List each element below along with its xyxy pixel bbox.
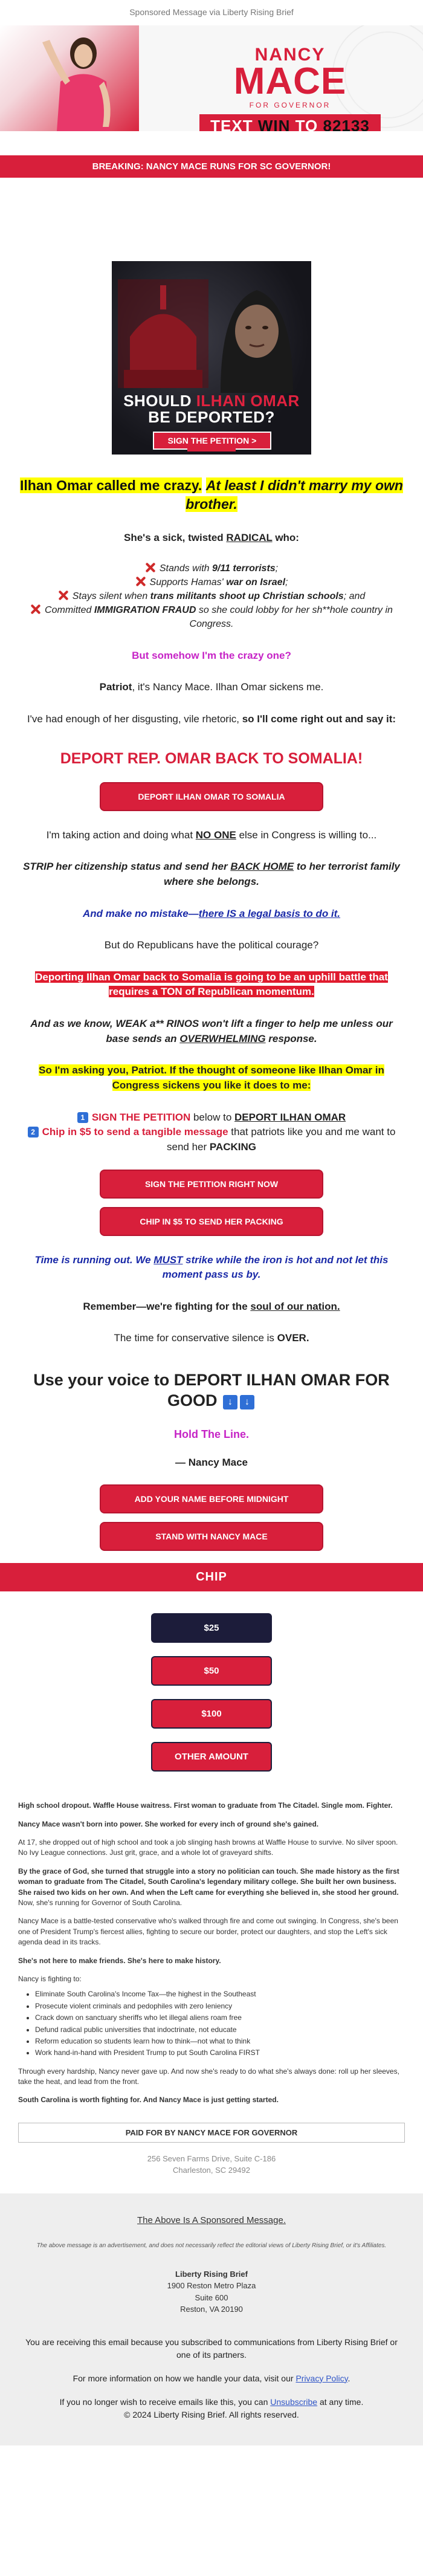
subscription-notice: You are receiving this email because you subscribed to communications from Liberty Rising Brief or one of its partners.	[25, 2337, 398, 2360]
publisher-address-line3: Reston, VA 20190	[180, 2305, 243, 2314]
deport-omar-button[interactable]: DEPORT ILHAN OMAR TO SOMALIA	[100, 782, 323, 811]
ad-small-red-bar	[187, 448, 236, 451]
uphill-text: Deporting Ilhan Omar back to Somalia is going to be an uphill battle that requires a TON of Republican momentum.	[35, 971, 388, 998]
rinos-b: OVERWHELMING	[179, 1032, 266, 1044]
enough-bold: so I'll come right out and say it:	[242, 713, 396, 725]
list-item-post: ; and	[343, 591, 366, 602]
publisher-address-line2: Suite 600	[195, 2293, 228, 2302]
capitol-dome-graphic	[118, 279, 208, 388]
unsub-post: at any time.	[317, 2396, 364, 2407]
strip-line	[18, 859, 405, 889]
hero-text-number: 82133	[323, 116, 370, 131]
publisher-address	[24, 2268, 399, 2315]
mistake-line	[18, 907, 405, 922]
hero-banner[interactable]	[0, 25, 423, 131]
rinos-line	[18, 1017, 405, 1046]
step-list	[18, 1110, 405, 1155]
step1-b: below to	[190, 1111, 234, 1123]
running-out-line	[18, 1253, 405, 1283]
bio-p4b: Now, she's running for Governor of South Carolina.	[18, 1898, 182, 1907]
action-a: I'm taking action and doing what	[46, 829, 196, 841]
hero-for-governor: FOR GOVERNOR	[249, 100, 331, 109]
petition-ad-image[interactable]	[112, 261, 311, 455]
unsub-pre: If you no longer wish to receive emails like this, you can	[59, 2396, 271, 2407]
intro-title-b: At least I didn't marry my own brother.	[186, 477, 403, 513]
hero-text-to: TO	[295, 116, 318, 131]
step1-c: DEPORT ILHAN OMAR	[234, 1111, 346, 1123]
breaking-banner[interactable]: BREAKING: NANCY MACE RUNS FOR SC GOVERNOR!	[0, 155, 423, 178]
action-c: else in Congress is willing to...	[236, 829, 377, 841]
remember-a: Remember—we're fighting for the	[83, 1300, 251, 1312]
privacy-policy-link[interactable]: Privacy Policy	[295, 2373, 348, 2383]
bio-p6: She's not here to make friends. She's here to make history.	[18, 1956, 221, 1965]
ilhan-omar-portrait	[208, 278, 305, 393]
intro-line-b: who:	[272, 532, 299, 544]
campaign-address-line1: 256 Seven Farms Drive, Suite C-186	[147, 2154, 276, 2163]
list-item	[18, 575, 405, 589]
ad-headline-name: ILHAN OMAR	[196, 392, 300, 410]
enough-text: I've had enough of her disgusting, vile rhetoric,	[27, 713, 242, 725]
step2-a: Chip in $5 to send a tangible message	[42, 1126, 228, 1138]
keycap-two-icon: 2	[28, 1127, 39, 1138]
hero-text-keyword: WIN	[257, 116, 291, 131]
candidate-photo	[36, 36, 127, 131]
strip-b: BACK HOME	[230, 861, 294, 873]
candidate-bio	[18, 1801, 405, 2106]
rinos-c: response.	[265, 1032, 317, 1044]
ad-headline-line2: BE DEPORTED?	[148, 408, 275, 427]
list-item	[18, 561, 405, 575]
list-item	[18, 589, 405, 603]
list-item: • Eliminate South Carolina's Income Tax—the highest in the Southeast	[35, 1989, 405, 1999]
step2-b: that patriots like you and me want to send her	[166, 1126, 396, 1153]
ad-sign-petition-button[interactable]: SIGN THE PETITION >	[153, 432, 271, 450]
red-x-icon	[145, 562, 156, 573]
ad-headline	[112, 393, 311, 426]
paid-for-disclaimer: PAID FOR BY NANCY MACE FOR GOVERNOR	[18, 2123, 405, 2143]
strip-a: STRIP her citizenship status and send her	[23, 861, 231, 873]
asking-line	[18, 1063, 405, 1093]
list-item-pre: Supports Hamas'	[149, 577, 227, 587]
sponsored-disclaimer: The above message is an advertisement, and does not necessarily reflect the editorial views of Liberty Rising Brief, or it's Affiliates.	[36, 2242, 387, 2249]
step1-a: SIGN THE PETITION	[91, 1111, 191, 1123]
down-arrow-icon: ↓	[240, 1395, 254, 1409]
donation-amounts	[0, 1613, 423, 1772]
down-arrow-icon: ↓	[223, 1395, 237, 1409]
list-item	[18, 603, 405, 631]
hero-logo	[199, 46, 381, 131]
amount-50-button[interactable]: $50	[151, 1656, 272, 1686]
silence-a: The time for conservative silence is	[114, 1332, 277, 1344]
list-item-post: ;	[285, 577, 288, 587]
intro-title-a: Ilhan Omar called me crazy.	[20, 477, 202, 493]
list-item: • Defund radical public universities that indoctrinate, not educate	[35, 2025, 405, 2035]
bio-p3: At 17, she dropped out of high school and took a job slinging hash browns at Waffle House to survive. No silver spoon. No Ivy League connections. Just grit, grace, and a whole lot of graveyard shifts.	[18, 1838, 398, 1857]
campaign-address	[0, 2154, 423, 2176]
deport-heading: DEPORT REP. OMAR BACK TO SOMALIA!	[60, 749, 363, 767]
add-name-button[interactable]: ADD YOUR NAME BEFORE MIDNIGHT	[100, 1484, 323, 1513]
voice-heading	[18, 1370, 405, 1411]
running-out-c: strike while the iron is hot and not let this moment pass us by.	[162, 1254, 389, 1281]
stand-with-button[interactable]: STAND WITH NANCY MACE	[100, 1522, 323, 1551]
list-item-post: so she could lobby for her sh**hole country in Congress.	[189, 605, 393, 630]
list-item-pre: Committed	[45, 605, 94, 616]
silence-b: OVER.	[277, 1332, 309, 1344]
fight-list	[35, 1989, 405, 2058]
chip-in-button[interactable]: CHIP IN $5 TO SEND HER PACKING	[100, 1207, 323, 1236]
voice-text: Use your voice to DEPORT ILHAN OMAR FOR GOOD	[33, 1371, 390, 1409]
action-b: NO ONE	[195, 829, 236, 841]
bio-p4: By the grace of God, she turned that struggle into a story no politician can touch. She made history as the first woman to graduate from The Citadel, South Carolina's legendary military college. She built her own business. She raised two kids on her own. And when the Left came for everything she believed in, she stood her ground.	[18, 1866, 399, 1897]
strip-c: to her terrorist family where she belongs.	[164, 861, 400, 887]
privacy-notice	[24, 2372, 399, 2385]
mistake-a: And make no mistake—	[82, 907, 199, 919]
bio-p1: High school dropout. Waffle House waitress. First woman to graduate from The Citadel. Single mom. Fighter.	[18, 1801, 393, 1810]
list-item: • Reform education so students learn how to think—not what to think	[35, 2036, 405, 2047]
hero-text-label: TEXT	[210, 116, 253, 131]
list-item-bold: 9/11 terrorists	[212, 563, 276, 574]
red-x-icon	[58, 590, 69, 601]
intro-radical-line	[18, 531, 405, 546]
letter-body	[18, 476, 405, 1551]
list-item: • Crack down on sanctuary sheriffs who let illegal aliens roam free	[35, 2013, 405, 2023]
intro-radical: RADICAL	[226, 532, 273, 544]
red-x-icon	[30, 604, 41, 615]
asking-text: So I'm asking you, Patriot. If the thought of someone like Ilhan Omar in Congress sickens you like it does to me:	[39, 1064, 384, 1091]
unsubscribe-notice	[24, 2396, 399, 2421]
list-item-pre: Stays silent when	[72, 591, 150, 602]
chip-header: CHIP	[0, 1563, 423, 1591]
campaign-address-line2: Charleston, SC 29492	[173, 2165, 250, 2175]
sign-off: — Nancy Mace	[175, 1456, 248, 1468]
bio-p9: South Carolina is worth fighting for. And Nancy Mace is just getting started.	[18, 2095, 279, 2105]
step2-c: PACKING	[209, 1141, 257, 1153]
silence-line	[18, 1331, 405, 1346]
copyright: © 2024 Liberty Rising Brief. All rights reserved.	[124, 2409, 299, 2419]
uphill-line	[18, 970, 405, 1000]
running-out-a: Time is running out. We	[34, 1254, 154, 1266]
action-line	[18, 828, 405, 843]
bio-p7: Nancy is fighting to:	[18, 1974, 82, 1983]
patriot-rest: , it's Nancy Mace. Ilhan Omar sickens me.	[132, 681, 324, 693]
privacy-pre: For more information on how we handle your data, visit our	[73, 2373, 296, 2383]
ad-headline-line1: SHOULD	[123, 392, 192, 410]
keycap-one-icon: 1	[77, 1112, 88, 1123]
unsubscribe-link[interactable]: Unsubscribe	[270, 2396, 318, 2407]
running-out-b: MUST	[153, 1254, 183, 1266]
rinos-a: And as we know, WEAK a** RINOS won't lift a finger to help me unless our base sends an	[30, 1018, 393, 1044]
list-item-bold: war on Israel	[226, 577, 286, 587]
list-item: • Prosecute violent criminals and pedophiles with zero leniency	[35, 2001, 405, 2011]
list-item-bold: IMMIGRATION FRAUD	[94, 605, 196, 616]
remember-b: soul of our nation.	[250, 1300, 340, 1312]
sign-petition-button[interactable]: SIGN THE PETITION RIGHT NOW	[100, 1170, 323, 1199]
enough-line	[18, 712, 405, 727]
publisher-footer	[0, 2193, 423, 2445]
bio-p5: Nancy Mace is a battle-tested conservative who's walked through fire and come out swinging. In Congress, she's been one of President Trump's fiercest allies, fighting to secure our border, protect our daughters, and stop the Left's sick agenda dead in its tracks.	[18, 1917, 398, 1947]
bio-p2: Nancy Mace wasn't born into power. She worked for every inch of ground she's gained.	[18, 1819, 319, 1828]
sponsor-line: Sponsored Message via Liberty Rising Brief	[129, 7, 294, 17]
intro-line-a: She's a sick, twisted	[124, 532, 227, 544]
amount-25-button[interactable]: $25	[151, 1613, 272, 1643]
red-x-icon	[135, 576, 146, 587]
list-item: • Work hand-in-hand with President Trump to put South Carolina FIRST	[35, 2048, 405, 2058]
publisher-address-line1: 1900 Reston Metro Plaza	[167, 2281, 256, 2291]
list-item-post: ;	[275, 563, 279, 574]
bio-p8: Through every hardship, Nancy never gave up. And now she's ready to do what she's always done: roll up her sleeves, take the heat, and lead from the front.	[18, 2066, 399, 2086]
patriot-line	[18, 680, 405, 695]
mistake-b: there IS a legal basis to do it.	[198, 907, 341, 919]
list-item-pre: Stands with	[159, 563, 213, 574]
remember-line	[18, 1299, 405, 1315]
amount-100-button[interactable]: $100	[151, 1699, 272, 1729]
step-2	[18, 1125, 405, 1154]
privacy-post: .	[347, 2373, 350, 2383]
hold-line: Hold The Line.	[174, 1428, 249, 1440]
publisher-name: Liberty Rising Brief	[175, 2269, 248, 2279]
hero-text-to-join	[199, 114, 381, 131]
patriot-bold: Patriot	[99, 681, 132, 693]
grievance-list	[18, 561, 405, 632]
intro-title	[18, 476, 405, 514]
amount-other-button[interactable]: OTHER AMOUNT	[151, 1742, 272, 1772]
crazy-line: But somehow I'm the crazy one?	[132, 649, 291, 661]
hero-first-name: NANCY	[254, 45, 326, 65]
step-1	[18, 1110, 405, 1125]
hero-last-name: MACE	[233, 60, 347, 102]
courage-line: But do Republicans have the political courage?	[104, 939, 319, 951]
list-item-bold: trans militants shoot up Christian schools	[150, 591, 344, 602]
sponsored-notice[interactable]: The Above Is A Sponsored Message.	[137, 2215, 286, 2225]
